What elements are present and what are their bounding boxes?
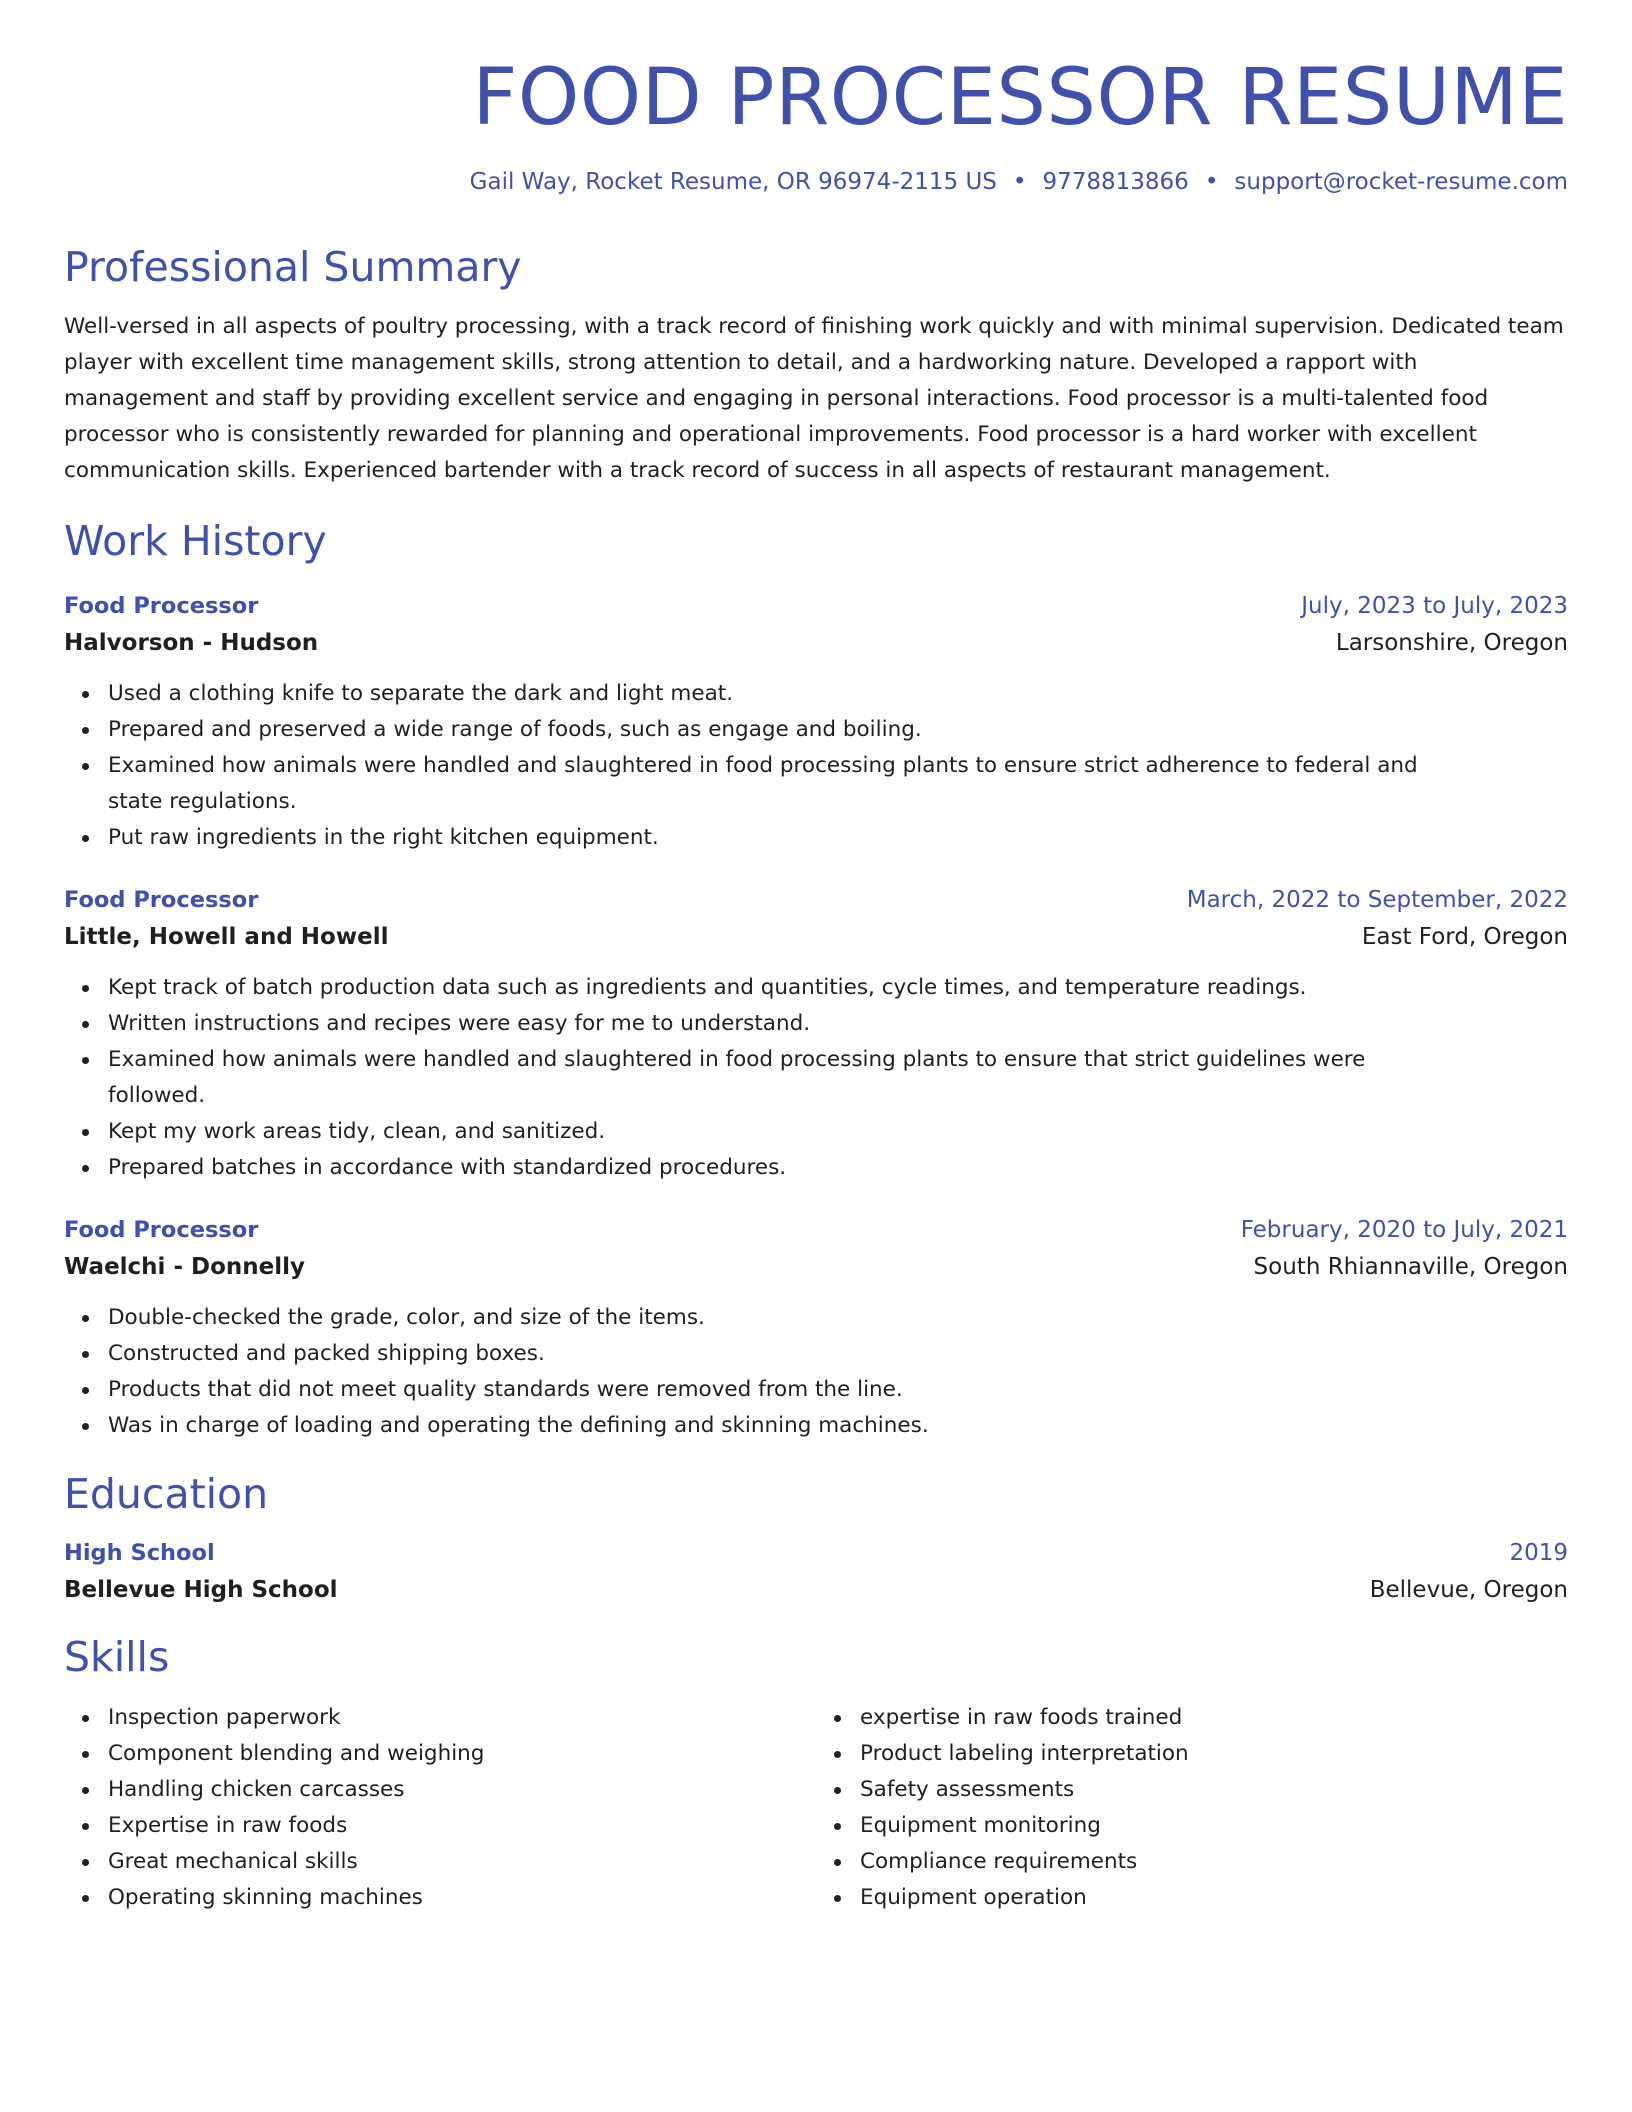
separator-dot: • — [1012, 168, 1027, 195]
skills-list-left — [64, 1700, 816, 1916]
school-location: Bellevue, Oregon — [1369, 1577, 1568, 1604]
job-duties — [64, 1300, 1568, 1444]
skill-item: Great mechanical skills — [108, 1844, 816, 1880]
degree: High School — [64, 1540, 215, 1567]
skill-item: Safety assessments — [860, 1772, 1568, 1808]
school-name: Bellevue High School — [64, 1577, 338, 1604]
job-duty: Was in charge of loading and operating the defining and skinning machines. — [108, 1408, 1568, 1444]
job-entry — [64, 1212, 1568, 1444]
job-duty: Prepared and preserved a wide range of foods, such as engage and boiling. — [108, 712, 1568, 748]
summary-text: Well-versed in all aspects of poultry processing, with a track record of finishing work quickly and with minimal supervision. Dedicated team player with excellent time management skills, strong attention to detail, and a hardworking nature. Developed a rapport with management and staff by providing excellent service and engaging in personal interactions. Food processor is a multi-talented food processor who is consistently rewarded for planning and operational improvements. Food processor is a hard worker with excellent communication skills. Experienced bartender with a track record of success in all aspects of restaurant management. — [64, 313, 1564, 483]
job-dates: July, 2023 to July, 2023 — [1301, 592, 1568, 619]
skill-item: Handling chicken carcasses — [108, 1772, 816, 1808]
skill-item: Expertise in raw foods — [108, 1808, 816, 1844]
skills-heading: Skills — [64, 1633, 170, 1682]
education-entry — [64, 1535, 1568, 1609]
skill-item: Product labeling interpretation — [860, 1736, 1568, 1772]
work-history-heading: Work History — [64, 516, 327, 565]
job-duty: Put raw ingredients in the right kitchen equipment. — [108, 820, 1568, 856]
graduation-year: 2019 — [1509, 1540, 1568, 1567]
education-heading: Education — [64, 1469, 269, 1518]
job-title: Food Processor — [64, 886, 259, 913]
job-title: Food Processor — [64, 1216, 259, 1243]
job-duty: Constructed and packed shipping boxes. — [108, 1336, 1568, 1372]
skill-item: Component blending and weighing — [108, 1736, 816, 1772]
phone: 9778813866 — [1042, 168, 1189, 195]
job-title: Food Processor — [64, 592, 259, 619]
job-duty: Double-checked the grade, color, and size of the items. — [108, 1300, 1568, 1336]
skill-item: Operating skinning machines — [108, 1880, 816, 1916]
job-duty: Products that did not meet quality standards were removed from the line. — [108, 1372, 1568, 1408]
company-name: Little, Howell and Howell — [64, 923, 389, 950]
email-link[interactable]: support@rocket-resume.com — [1234, 168, 1568, 195]
job-duty: Examined how animals were handled and slaughtered in food processing plants to ensure that strict guidelines were followed. — [108, 1042, 1568, 1114]
job-location: South Rhiannaville, Oregon — [1253, 1253, 1568, 1280]
resume-page — [64, 40, 1568, 1916]
company-name: Halvorson - Hudson — [64, 629, 319, 656]
job-dates: March, 2022 to September, 2022 — [1186, 886, 1568, 913]
job-duty: Kept my work areas tidy, clean, and sanitized. — [108, 1114, 1568, 1150]
job-duty: Used a clothing knife to separate the dark and light meat. — [108, 676, 1568, 712]
job-location: East Ford, Oregon — [1361, 923, 1568, 950]
job-duty: Examined how animals were handled and slaughtered in food processing plants to ensure strict adherence to federal and state regulations. — [108, 748, 1568, 820]
job-entry — [64, 882, 1568, 1186]
separator-dot: • — [1204, 168, 1219, 195]
job-duty: Written instructions and recipes were easy for me to understand. — [108, 1006, 1568, 1042]
resume-title: FOOD PROCESSOR RESUME — [472, 53, 1568, 143]
job-duties — [64, 970, 1568, 1186]
contact-line — [64, 168, 1568, 198]
job-dates: February, 2020 to July, 2021 — [1240, 1216, 1568, 1243]
address: Gail Way, Rocket Resume, OR 96974-2115 US — [469, 168, 997, 195]
skill-item: Equipment monitoring — [860, 1808, 1568, 1844]
job-location: Larsonshire, Oregon — [1335, 629, 1568, 656]
job-duty: Prepared batches in accordance with standardized procedures. — [108, 1150, 1568, 1186]
skills-columns — [64, 1700, 1568, 1916]
skills-list-right — [816, 1700, 1568, 1916]
skill-item: Compliance requirements — [860, 1844, 1568, 1880]
company-name: Waelchi - Donnelly — [64, 1253, 306, 1280]
skill-item: Equipment operation — [860, 1880, 1568, 1916]
job-duty: Kept track of batch production data such as ingredients and quantities, cycle times, and temperature readings. — [108, 970, 1568, 1006]
skill-item: Inspection paperwork — [108, 1700, 816, 1736]
job-entry — [64, 588, 1568, 856]
skill-item: expertise in raw foods trained — [860, 1700, 1568, 1736]
summary-heading: Professional Summary — [64, 243, 522, 292]
job-duties — [64, 676, 1568, 856]
